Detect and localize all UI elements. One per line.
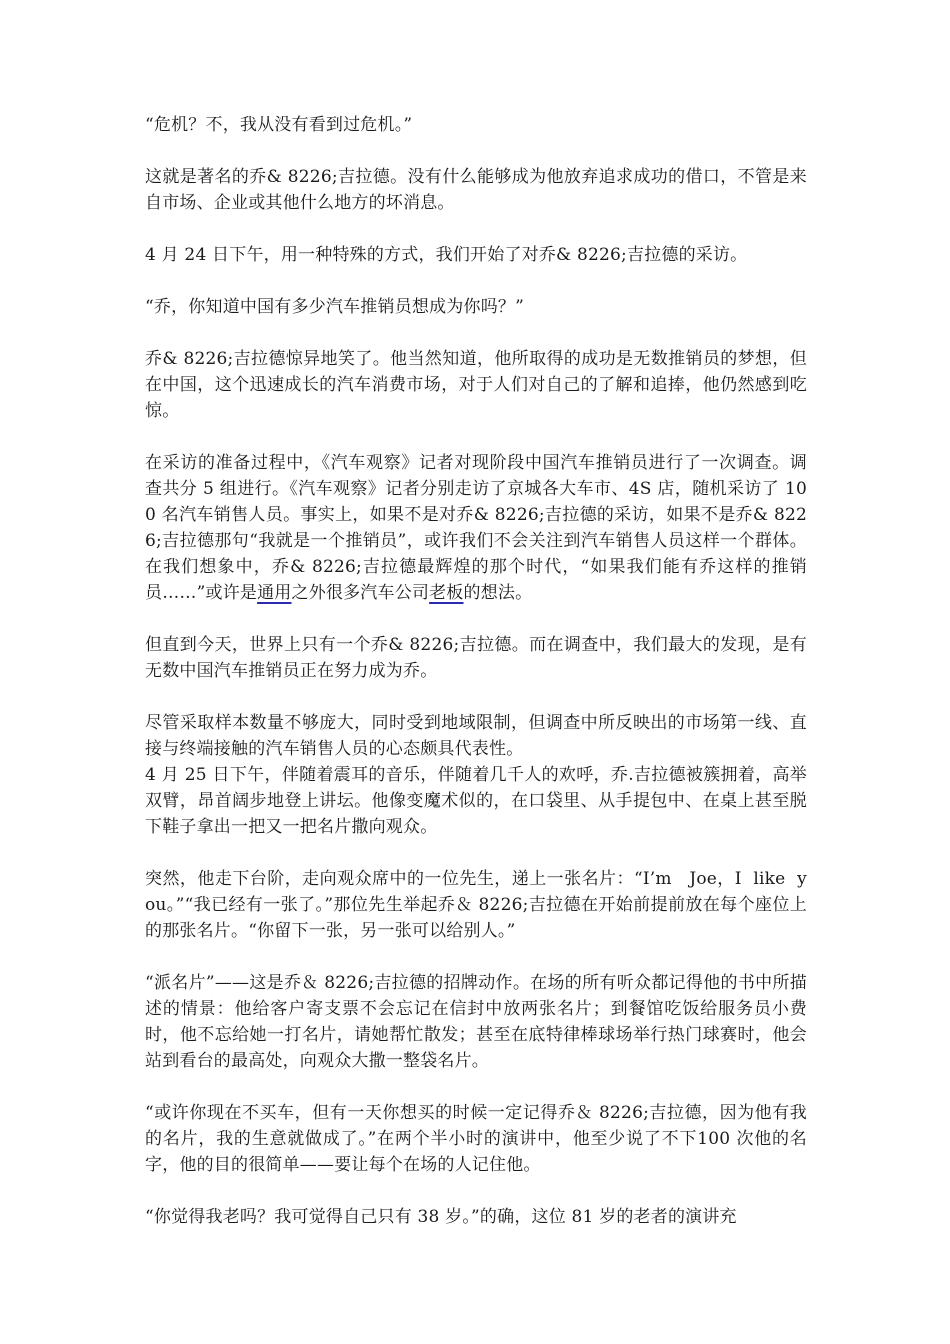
link-tongyong[interactable]: 通用 (257, 583, 292, 603)
link-laoban[interactable]: 老板 (429, 583, 464, 603)
paragraph-lecture: 4 月 25 日下午，伴随着震耳的音乐，伴随着几千人的欢呼，乔.吉拉德被簇拥着，高举双臂，昂首阔步地登上讲坛。他像变魔术似的，在口袋里、从手提包中、在桌上甚至脱下鞋子拿出一把又一把名片撒向观众。 (145, 765, 807, 837)
paragraph-intro: 这就是著名的乔& 8226;吉拉德。没有什么能够成为他放弃追求成功的借口，不管是来自市场、企业或其他什么地方的坏消息。 (145, 167, 807, 213)
paragraph-sample-note: 尽管采取样本数量不够庞大，同时受到地域限制，但调查中所反映出的市场第一线、直接与终端接触的汽车销售人员的心态颇具代表性。 (145, 713, 807, 759)
paragraph-reaction: 乔& 8226;吉拉德惊异地笑了。他当然知道，他所取得的成功是无数推销员的梦想，但在中国，这个迅速成长的汽车消费市场，对于人们对自己的了解和追捧，他仍然感到吃惊。 (145, 349, 807, 421)
paragraph-business-card: 突然，他走下台阶，走向观众席中的一位先生，递上一张名片：“I’m Joe，I like you。”“我已经有一张了。”那位先生举起乔＆ 8226;吉拉德在开始前提前放在每个座位上的那张名片。“你留下一张，另一张可以给别人。” (145, 869, 807, 941)
survey-text-1: 在采访的准备过程中，《汽车观察》记者对现阶段中国汽车推销员进行了一次调查。调查共分 5 组进行。《汽车观察》记者分别走访了京城各大车市、4S 店，随机采访了 100 名汽车销售人员。事实上，如果不是对乔& 8226;吉拉德的采访，如果不是乔& 8226;吉拉德那句“我就是一个推销员”，或许我们不会关注到汽车销售人员这样一个群体。在我们想象中，乔& 8226;吉拉德最辉煌的那个时代，“如果我们能有乔这样的推销员……”或许是 (145, 453, 807, 603)
survey-text-3: 的想法。 (463, 583, 533, 603)
survey-text-2: 之外很多汽车公司 (291, 583, 430, 603)
paragraph-question: “乔，你知道中国有多少汽车推销员想成为你吗？” (145, 297, 524, 317)
paragraph-remember-name: “或许你现在不买车，但有一天你想买的时候一定记得乔＆ 8226;吉拉德，因为他有我的名片，我的生意就做成了。”在两个半小时的演讲中，他至少说了不下100 次他的名字，他的目的很简单——要让每个在场的人记住他。 (145, 1103, 807, 1175)
paragraph-age: “你觉得我老吗？我可觉得自己只有 38 岁。”的确，这位 81 岁的老者的演讲充 (145, 1207, 737, 1227)
paragraph-signature-move: “派名片”——这是乔＆ 8226;吉拉德的招牌动作。在场的所有听众都记得他的书中所描述的情景：他给客户寄支票不会忘记在信封中放两张名片；到餐馆吃饭给服务员小费时，他不忘给她一打名片，请她帮忙散发；甚至在底特律棒球场举行热门球赛时，他会站到看台的最高处，向观众大撒一整袋名片。 (145, 973, 807, 1071)
paragraph-interview-date: 4 月 24 日下午，用一种特殊的方式，我们开始了对乔& 8226;吉拉德的采访。 (145, 245, 748, 265)
article-body (145, 112, 807, 1256)
paragraph-quote-crisis: “危机？不，我从没有看到过危机。” (145, 115, 413, 135)
paragraph-only-one-joe: 但直到今天，世界上只有一个乔& 8226;吉拉德。而在调查中，我们最大的发现，是有无数中国汽车推销员正在努力成为乔。 (145, 635, 807, 681)
paragraph-survey (145, 450, 807, 606)
